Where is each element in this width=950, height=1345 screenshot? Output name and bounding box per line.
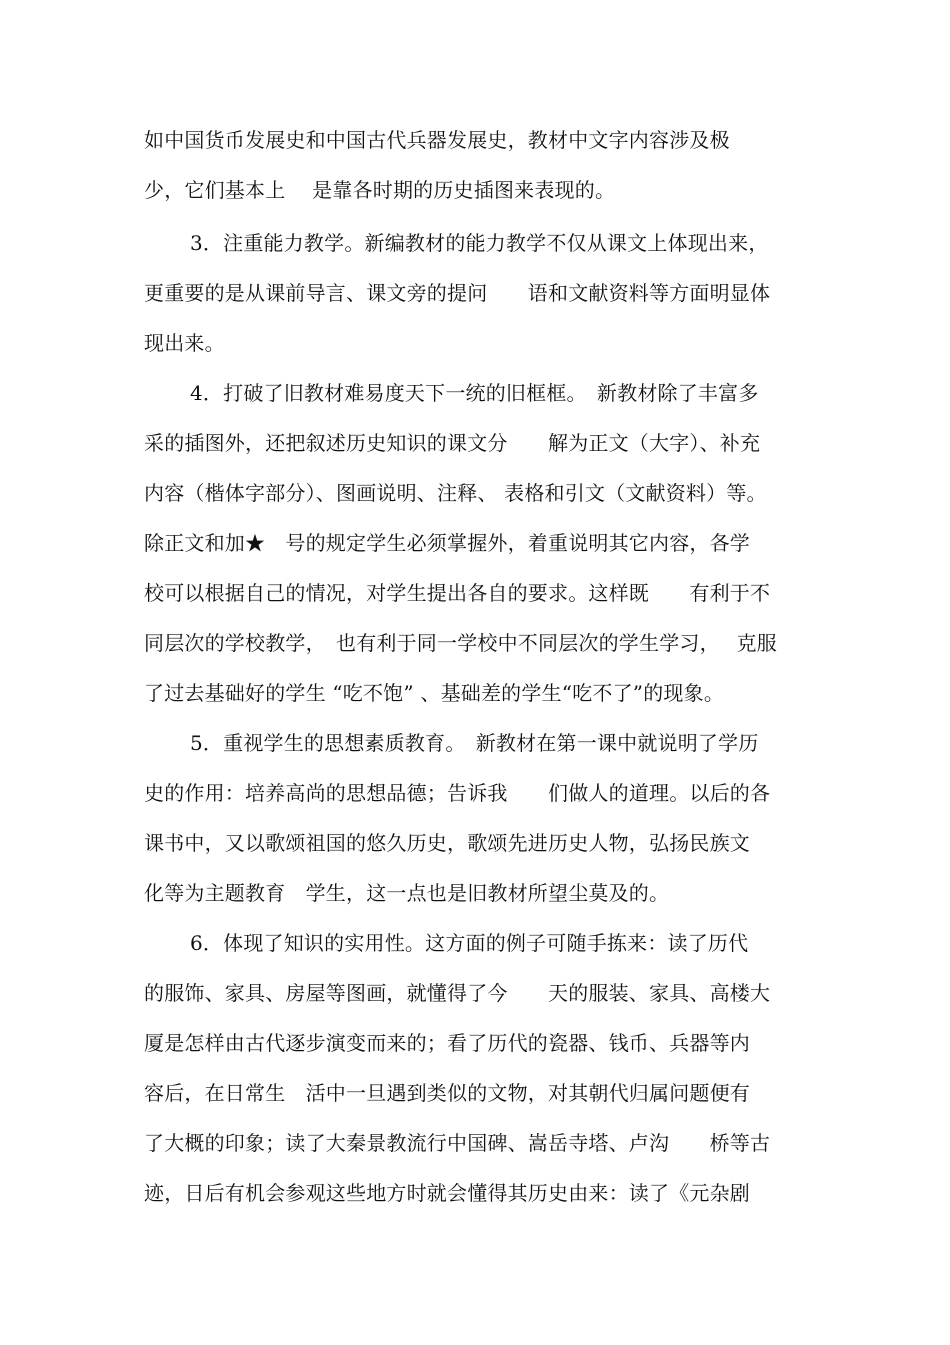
text-line: 课书中，又以歌颂祖国的悠久历史，歌颂先进历史人物，弘扬民族文 bbox=[144, 831, 750, 855]
text-line: 6．体现了知识的实用性。这方面的例子可随手拣来：读了历代 bbox=[190, 931, 749, 955]
text-line: 5．重视学生的思想素质教育。 新教材在第一课中就说明了学历 bbox=[190, 731, 759, 755]
text-line: 史的作用：培养高尚的思想品德；告诉我 们做人的道理。以后的各 bbox=[144, 781, 771, 805]
text-line: 了大概的印象；读了大秦景教流行中国碑、嵩岳寺塔、卢沟 桥等古 bbox=[144, 1131, 771, 1155]
text-line: 校可以根据自己的情况，对学生提出各自的要求。这样既 有利于不 bbox=[144, 581, 771, 605]
text-line: 的服饰、家具、房屋等图画，就懂得了今 天的服装、家具、高楼大 bbox=[144, 981, 771, 1005]
text-line: 同层次的学校教学， 也有利于同一学校中不同层次的学生学习， 克服 bbox=[144, 631, 777, 655]
text-line: 容后，在日常生 活中一旦遇到类似的文物，对其朝代归属问题便有 bbox=[144, 1081, 750, 1105]
text-line: 除正文和加★ 号的规定学生必须掌握外，着重说明其它内容，各学 bbox=[144, 531, 750, 555]
text-line: 迹，日后有机会参观这些地方时就会懂得其历史由来：读了《元杂剧 bbox=[144, 1181, 750, 1205]
text-line: 厦是怎样由古代逐步演变而来的；看了历代的瓷器、钱币、兵器等内 bbox=[144, 1031, 750, 1055]
text-line: 如中国货币发展史和中国古代兵器发展史，教材中文字内容涉及极 bbox=[144, 128, 730, 152]
text-line: 现出来。 bbox=[144, 331, 225, 355]
text-line: 内容（楷体字部分）、图画说明、注释、 表格和引文（文献资料）等。 bbox=[144, 481, 767, 505]
text-line: 化等为主题教育 学生，这一点也是旧教材所望尘莫及的。 bbox=[144, 881, 670, 905]
text-line: 少，它们基本上 是靠各时期的历史插图来表现的。 bbox=[144, 178, 616, 202]
text-line: 更重要的是从课前导言、课文旁的提问 语和文献资料等方面明显体 bbox=[144, 281, 771, 305]
text-line: 3．注重能力教学。新编教材的能力教学不仅从课文上体现出来， bbox=[190, 231, 769, 255]
text-line: 了过去基础好的学生 “吃不饱” 、基础差的学生“吃不了”的现象。 bbox=[144, 681, 725, 705]
text-line: 4．打破了旧教材难易度天下一统的旧框框。 新教材除了丰富多 bbox=[190, 381, 759, 405]
text-line: 采的插图外，还把叙述历史知识的课文分 解为正文（大字）、补充 bbox=[144, 431, 761, 455]
